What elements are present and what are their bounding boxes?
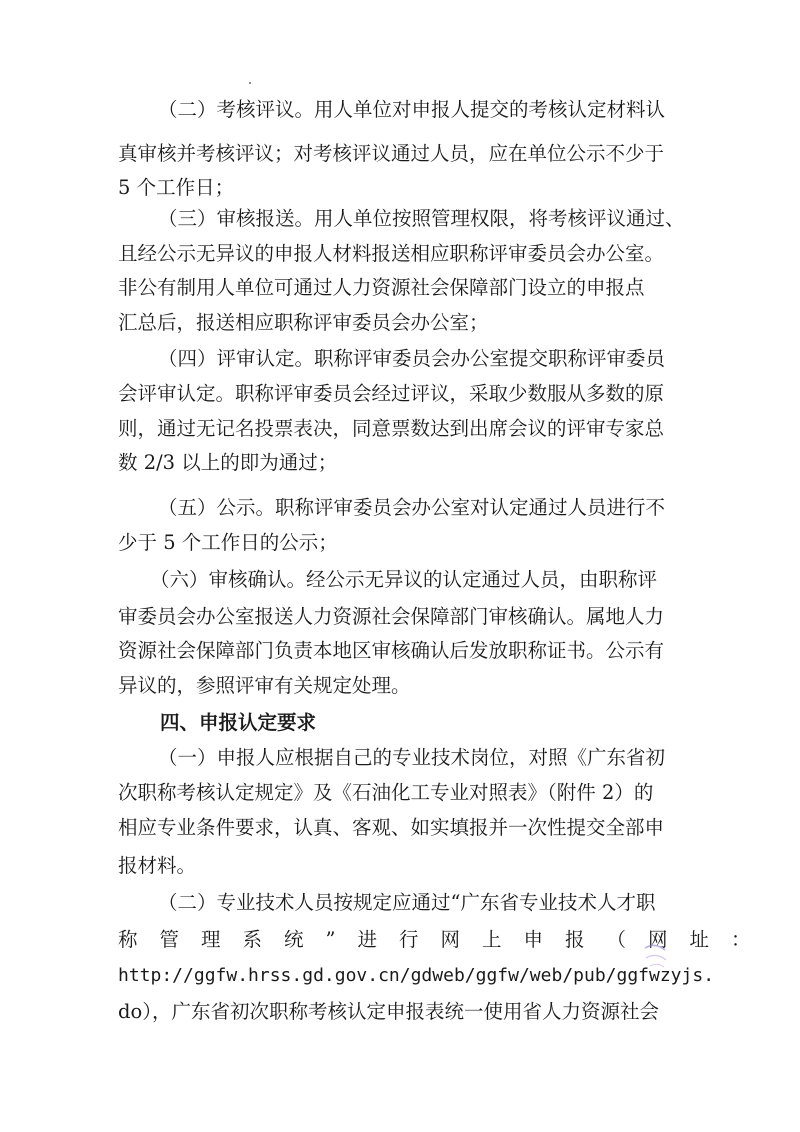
text-line: 报材料。 bbox=[118, 854, 197, 877]
text-line: 5 个工作日； bbox=[118, 176, 235, 199]
text-line: 会评审认定。职称评审委员会经过评议，采取少数服从多数的原 bbox=[118, 382, 665, 405]
text-line: 称管理系统”进行网上申报（网址： bbox=[118, 928, 773, 951]
text-line: （二）考核评议。用人单位对申报人提交的考核认定材料认 bbox=[158, 98, 666, 121]
text-line: 资源社会保障部门负责本地区审核确认后发放职称证书。公示有 bbox=[118, 639, 665, 662]
text-line: 审委员会办公室报送人力资源社会保障部门审核确认。属地人力 bbox=[118, 605, 665, 628]
section-heading: 四、申报认定要求 bbox=[160, 711, 317, 734]
text-line: 少于 5 个工作日的公示； bbox=[118, 531, 338, 554]
text-line: 数 2/3 以上的即为通过； bbox=[118, 451, 338, 474]
text-line: （六）审核确认。经公示无异议的认定通过人员，由职称评 bbox=[150, 568, 658, 591]
scan-speck bbox=[249, 82, 251, 84]
url-line: http://ggfw.hrss.gd.gov.cn/gdweb/ggfw/web/pub/ggfwzyjs. bbox=[118, 965, 715, 986]
text-line: （三）审核报送。用人单位按照管理权限，将考核评议通过、 bbox=[158, 207, 685, 230]
text-line: （五）公示。职称评审委员会办公室对认定通过人员进行不 bbox=[158, 496, 666, 519]
text-line: 真审核并考核评议；对考核评议通过人员，应在单位公示不少于 bbox=[118, 142, 665, 165]
text-line: 汇总后，报送相应职称评审委员会办公室； bbox=[118, 311, 489, 334]
text-line: 次职称考核认定规定》及《石油化工专业对照表》（附件 2）的 bbox=[118, 781, 654, 804]
text-line: 且经公示无异议的申报人材料报送相应职称评审委员会办公室。 bbox=[118, 242, 665, 265]
text-line: do），广东省初次职称考核认定申报表统一使用省人力资源社会 bbox=[118, 1000, 659, 1023]
text-line: 非公有制用人单位可通过人力资源社会保障部门设立的申报点 bbox=[118, 276, 645, 299]
text-line: 异议的，参照评审有关规定处理。 bbox=[118, 674, 411, 697]
text-line: （四）评审认定。职称评审委员会办公室提交职称评审委员 bbox=[158, 347, 666, 370]
text-line: 则，通过无记名投票表决，同意票数达到出席会议的评审专家总 bbox=[118, 417, 665, 440]
text-line: 相应专业条件要求，认真、客观、如实填报并一次性提交全部申 bbox=[118, 816, 665, 839]
text-line: （一）申报人应根据自己的专业技术岗位，对照《广东省初 bbox=[158, 746, 666, 769]
stamp-fragment-icon bbox=[640, 940, 670, 970]
text-line: （二）专业技术人员按规定应通过“广东省专业技术人才职 bbox=[158, 891, 656, 914]
